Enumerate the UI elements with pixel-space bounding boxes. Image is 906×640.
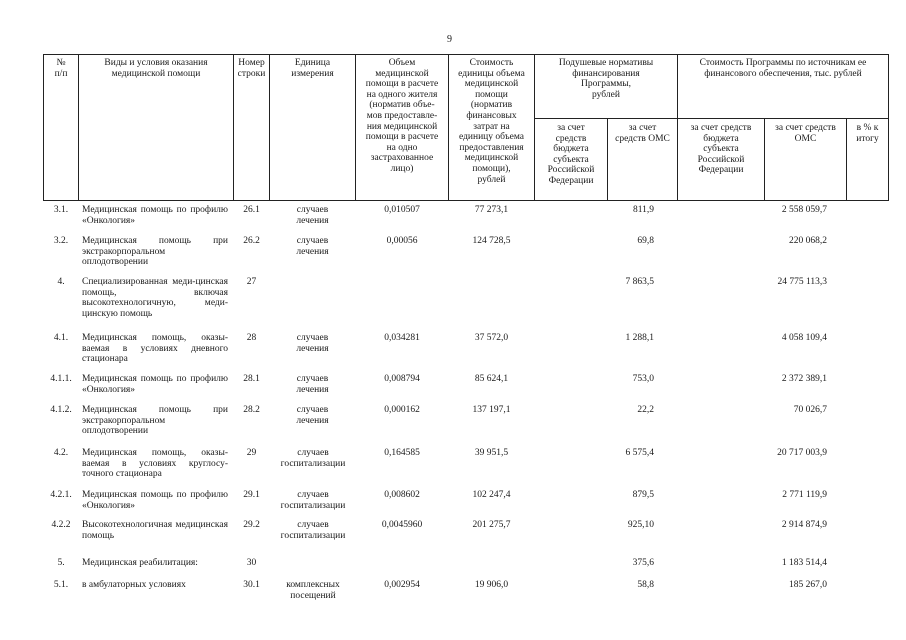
row-line: 29 <box>246 448 257 458</box>
row-num: 3.2. <box>53 236 69 246</box>
row-line: 30 <box>246 558 257 568</box>
row-program-oms: 20 717 003,9 <box>777 448 827 458</box>
row-name: Медицинская помощь по профилю «Онкология» <box>82 490 228 511</box>
row-per-capita-oms: 925,10 <box>627 520 654 530</box>
header-per-capita-oms: за счет средств ОМС <box>615 123 670 144</box>
row-line: 28 <box>246 333 257 343</box>
row-unit: случаев лечения <box>296 405 329 426</box>
row-volume: 0,000162 <box>384 405 420 415</box>
header-num: № п/п <box>54 58 68 79</box>
row-per-capita-oms: 58,8 <box>637 580 654 590</box>
row-line: 27 <box>246 277 257 287</box>
row-unit: случаев лечения <box>296 205 329 226</box>
row-per-capita-oms: 753,0 <box>632 374 654 384</box>
row-per-capita-oms: 879,5 <box>632 490 654 500</box>
row-name: в амбулаторных условиях <box>82 580 186 590</box>
row-volume: 0,034281 <box>384 333 420 343</box>
row-cost: 85 624,1 <box>474 374 509 384</box>
row-cost: 77 273,1 <box>474 205 509 215</box>
header-program-cost: Стоимость Программы по источникам ее финансового обеспечения, тыс. рублей <box>699 58 867 79</box>
row-line: 28.2 <box>243 405 260 415</box>
row-unit: случаев госпитализации <box>280 490 346 511</box>
header-unit: Единица измерения <box>291 58 334 79</box>
row-per-capita-oms: 375,6 <box>632 558 654 568</box>
header-bottom-border <box>43 200 889 201</box>
row-name: Медицинская помощь при экстракорпоральном оплодотворении <box>82 405 228 436</box>
header-volume: Объем медицинской помощи в расчете на одного жителя (норматив объе- мов предоставле- ния медицинской помощи в расчете на одно застрахованное лицо) <box>365 58 439 174</box>
row-num: 4.1. <box>53 333 69 343</box>
row-volume: 0,00056 <box>386 236 418 246</box>
row-name: Медицинская помощь, оказы-ваемая в условиях дневного стационара <box>82 333 228 364</box>
row-name: Медицинская реабилитация: <box>82 558 198 568</box>
row-cost: 124 728,5 <box>472 236 511 246</box>
row-num: 5.1. <box>53 580 69 590</box>
row-program-oms: 2 372 389,1 <box>781 374 827 384</box>
row-per-capita-oms: 6 575,4 <box>625 448 654 458</box>
row-num: 4.1.2. <box>50 405 72 415</box>
header-per-capita-budget: за счет средств бюджета субъекта Российской Федерации <box>547 123 595 186</box>
row-volume: 0,0045960 <box>381 520 423 530</box>
header-top-border <box>43 54 889 55</box>
row-per-capita-oms: 811,9 <box>632 205 654 215</box>
row-num: 5. <box>57 558 65 568</box>
row-num: 3.1. <box>53 205 69 215</box>
row-num: 4. <box>57 277 65 287</box>
col-divider <box>888 54 889 201</box>
row-per-capita-oms: 69,8 <box>637 236 654 246</box>
row-program-oms: 220 068,2 <box>789 236 827 246</box>
row-volume: 0,010507 <box>384 205 420 215</box>
row-num: 4.2.1. <box>50 490 72 500</box>
row-volume: 0,008602 <box>384 490 420 500</box>
row-line: 28.1 <box>243 374 260 384</box>
row-unit: случаев госпитализации <box>280 520 346 541</box>
row-name: Медицинская помощь по профилю «Онкология» <box>82 374 228 395</box>
row-unit: случаев госпитализации <box>280 448 346 469</box>
row-line: 30.1 <box>243 580 260 590</box>
row-unit: случаев лечения <box>296 236 329 257</box>
row-line: 26.1 <box>243 205 260 215</box>
row-cost: 37 572,0 <box>474 333 509 343</box>
row-num: 4.2.2 <box>51 520 71 530</box>
row-volume: 0,164585 <box>384 448 420 458</box>
row-program-oms: 24 775 113,3 <box>777 277 827 287</box>
row-num: 4.1.1. <box>50 374 72 384</box>
header-program-oms: за счет средств ОМС <box>775 123 836 144</box>
header-program-budget: за счет средств бюджета субъекта Российской Федерации <box>690 123 752 176</box>
row-program-oms: 185 267,0 <box>789 580 827 590</box>
row-name: Медицинская помощь при экстракорпоральном оплодотворении <box>82 236 228 267</box>
row-program-oms: 70 026,7 <box>793 405 827 415</box>
page-number: 9 <box>447 34 452 45</box>
row-unit: случаев лечения <box>296 333 329 354</box>
row-program-oms: 2 771 119,9 <box>782 490 827 500</box>
row-cost: 137 197,1 <box>472 405 511 415</box>
row-line: 29.2 <box>243 520 260 530</box>
row-cost: 201 275,7 <box>472 520 511 530</box>
header-cost: Стоимость единицы объема медицинской помощи (норматив финансовых затрат на единицу объема предоставления медицинской помощи), рублей <box>458 58 525 185</box>
row-name: Медицинская помощь, оказы-ваемая в условиях круглосу-точного стационара <box>82 448 228 479</box>
row-line: 26.2 <box>243 236 260 246</box>
header-kinds: Виды и условия оказания медицинской помощи <box>104 58 208 79</box>
row-cost: 102 247,4 <box>472 490 511 500</box>
row-program-oms: 4 058 109,4 <box>781 333 827 343</box>
row-program-oms: 2 914 874,9 <box>781 520 827 530</box>
row-cost: 39 951,5 <box>474 448 509 458</box>
row-per-capita-oms: 22,2 <box>637 405 654 415</box>
row-per-capita-oms: 1 288,1 <box>625 333 654 343</box>
row-name: Медицинская помощь по профилю «Онкология» <box>82 205 228 226</box>
row-program-oms: 1 183 514,4 <box>781 558 827 568</box>
row-volume: 0,002954 <box>384 580 420 590</box>
row-volume: 0,008794 <box>384 374 420 384</box>
row-unit: случаев лечения <box>296 374 329 395</box>
header-program-percent: в % к итогу <box>856 123 879 144</box>
row-name: Специализированная меди-цинская помощь, включая высокотехнологичную, меди-цинскую помощь <box>82 277 228 319</box>
header-row-number: Номер строки <box>237 58 266 79</box>
row-num: 4.2. <box>53 448 69 458</box>
row-per-capita-oms: 7 863,5 <box>625 277 654 287</box>
row-name: Высокотехнологичная медицинская помощь <box>82 520 228 541</box>
row-line: 29.1 <box>243 490 260 500</box>
row-unit: комплексных посещений <box>286 580 340 601</box>
row-cost: 19 906,0 <box>474 580 509 590</box>
header-per-capita: Подушевые нормативы финансирования Программы, рублей <box>558 58 654 100</box>
row-program-oms: 2 558 059,7 <box>781 205 827 215</box>
subheader-divider <box>534 118 889 119</box>
